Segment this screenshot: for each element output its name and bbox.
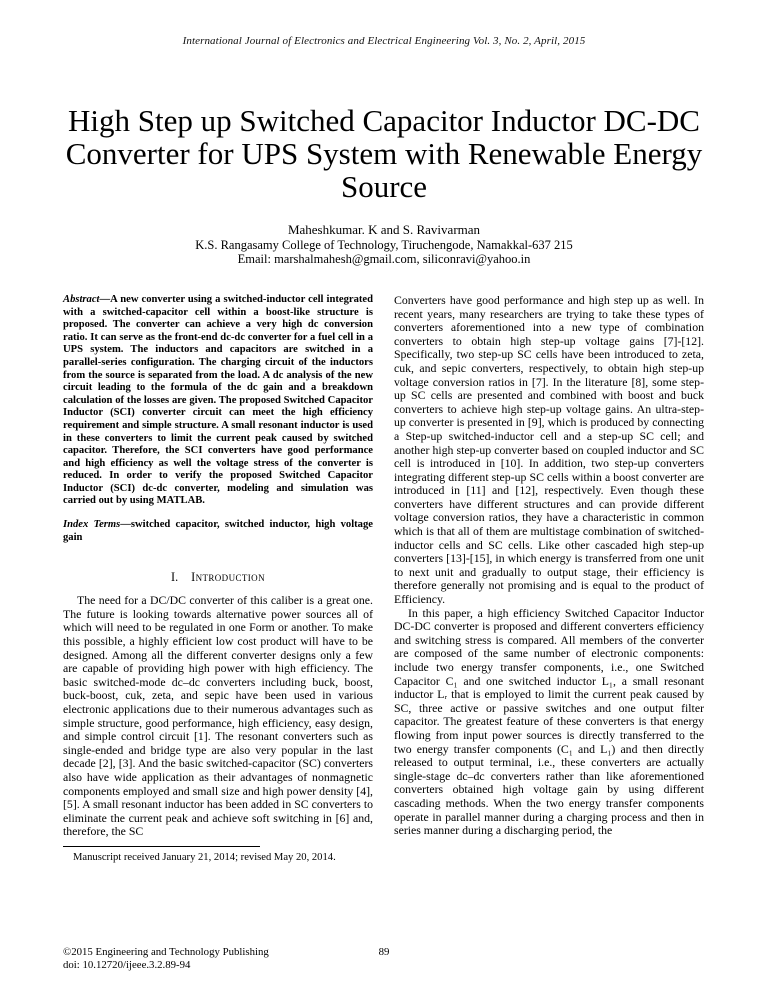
index-terms-label: Index Terms bbox=[63, 519, 121, 531]
section-title: Introduction bbox=[191, 570, 265, 585]
section-number: I. bbox=[171, 570, 179, 585]
doi-line: doi: 10.12720/ijeee.3.2.89-94 bbox=[63, 958, 191, 971]
authors-line: Maheshkumar. K and S. Ravivarman bbox=[287, 222, 481, 238]
affiliation-line: K.S. Rangasamy College of Technology, Tiruchengode, Namakkal-637 215 bbox=[195, 237, 573, 252]
manuscript-received-footnote: Manuscript received January 21, 2014; revised May 20, 2014. bbox=[73, 851, 336, 863]
index-terms-paragraph bbox=[63, 519, 373, 544]
page-number: 89 bbox=[378, 946, 390, 958]
introduction-paragraph-left: The need for a DC/DC converter of this caliber is a great one. The future is looking towards alternative power sources all of which will need to be regulated in one Form or another. To make this possible, a highly efficient low cost product will have to be designed. Among all the different converter designs only a few are capable of providing high power with high efficiency. The basic switched-mode dc–dc converters including buck, boost, buck-boost, cuk, zeta, and sepic have been used in various electronic applications due to their numerous advantages such as simple structure, good performance, high efficiency, easy design, and simple control circuit [1]. The resonant converters such as single-ended and bridge type are also very popular in the last decade [2], [3]. And the basic switched-capacitor (SC) converters also have wide application as their advantages of nonmagnetic components employed and small size and high power density [4], [5]. A small resonant inductor has been added in SC converters to eliminate the current peak and achieve soft switching in [6] and, therefore, the SC bbox=[63, 593, 373, 839]
journal-running-header: International Journal of Electronics and Electrical Engineering Vol. 3, No. 2, April, 2015 bbox=[182, 35, 586, 47]
footnote-separator-rule bbox=[63, 846, 260, 847]
introduction-paragraph-right-continuation: Converters have good performance and high step up as well. In recent years, many researchers are trying to take these types of converters aforementioned into a new type of combination converters to obtain high step-up voltage gains [7]-[12]. Specifically, two step-up SC cells have been introduced to zeta, cuk, and sepic converters, respectively, to obtain high step-up voltage conversion ratios in [7]. In the literature [8], some step-up SC cells are presented and combined with boost and buck converters to achieve high step-up voltage gains. An ultra-step-up converter is presented in [9], which is produced by connecting a Step-up switched-inductor cell and a step-up SC cell; and another high step-up converter based on coupled inductor and SC cell is introduced in [10]. In addition, two step-up converters integrating different step-up SC cells within a boost converter are introduced in [11] and [12], respectively. Even though these converters have different structures and can provide different voltage conversion ratios, they have a characteristic in common which is that all of them are multistage combination of switched-inductor cells and SC cells. Like other cascaded high step-up converters [13]-[15], in which energy is transferred from one unit to next unit and gradually to output stage, their efficiency is therefore generally not promising and is equal to the product of Efficiency. bbox=[394, 292, 704, 607]
email-line: Email: marshalmahesh@gmail.com, siliconravi@yahoo.in bbox=[237, 252, 531, 267]
index-terms-text: —switched capacitor, switched inductor, high voltage gain bbox=[63, 519, 373, 543]
paper-title: High Step up Switched Capacitor Inductor DC-DC Converter for UPS System with Renewable Energy Source bbox=[65, 103, 703, 205]
right-column bbox=[394, 294, 704, 864]
byline-block bbox=[0, 223, 768, 267]
page-footer bbox=[63, 946, 705, 971]
copyright-line: ©2015 Engineering and Technology Publishing bbox=[63, 946, 269, 958]
abstract-paragraph bbox=[63, 294, 373, 508]
introduction-paragraph-2: In this paper, a high efficiency Switched Capacitor Inductor DC-DC converter is proposed and different converters efficiency and switching stress is compared. All members of the converter are composed of the same number of electronic components: include two energy transfer components, i.e., one Switched Capacitor C₁ and one switched inductor L₁, a small resonant inductor Lᵣ that is employed to limit the current peak caused by SC, three active or passive switches and one output filter capacitor. The greatest feature of these converters is that energy flowing from input power sources is directly transferred to the two energy transfer components (C₁ and L₁) and then directly released to output terminal, i.e., these converters are actually single-stage dc–dc converters rather than like aforementioned converters obtained high voltage gain by using different cascading methods. When the two energy transfer components operate in parallel manner during a charging process and then in series manner during a discharging period, the bbox=[394, 605, 704, 838]
abstract-label: Abstract bbox=[63, 293, 100, 305]
abstract-text: —A new converter using a switched-inductor cell integrated with a switched-capacitor cell within a boost-like structure is proposed. The converter can achieve a very high dc conversion ratio. It can serve as the front-end dc-dc converter for a fuel cell in a UPS system. The inductors and capacitors are switched in a parallel-series configuration. The charging circuit of the inductors from the source is separated from the load. A dc analysis of the new circuit leading to the formula of the dc gain and a breakdown calculation of the losses are given. The proposed Switched Capacitor Inductor (SCI) converter circuit can meet the high efficiency requirement and simple structure. A small resonant inductor is used in these converters to limit the current peak caused by switched capacitor. Therefore, the SCI converters have good performance and high efficiency as well the voltage stress of the converter is reduced. In order to verify the proposed Switched Capacitor Inductor (SCI) dc-dc converter, modeling and simulation was carried out by using MATLAB. bbox=[63, 293, 373, 507]
left-column bbox=[63, 294, 373, 864]
section-heading-introduction bbox=[63, 570, 373, 584]
two-column-body bbox=[63, 294, 705, 864]
